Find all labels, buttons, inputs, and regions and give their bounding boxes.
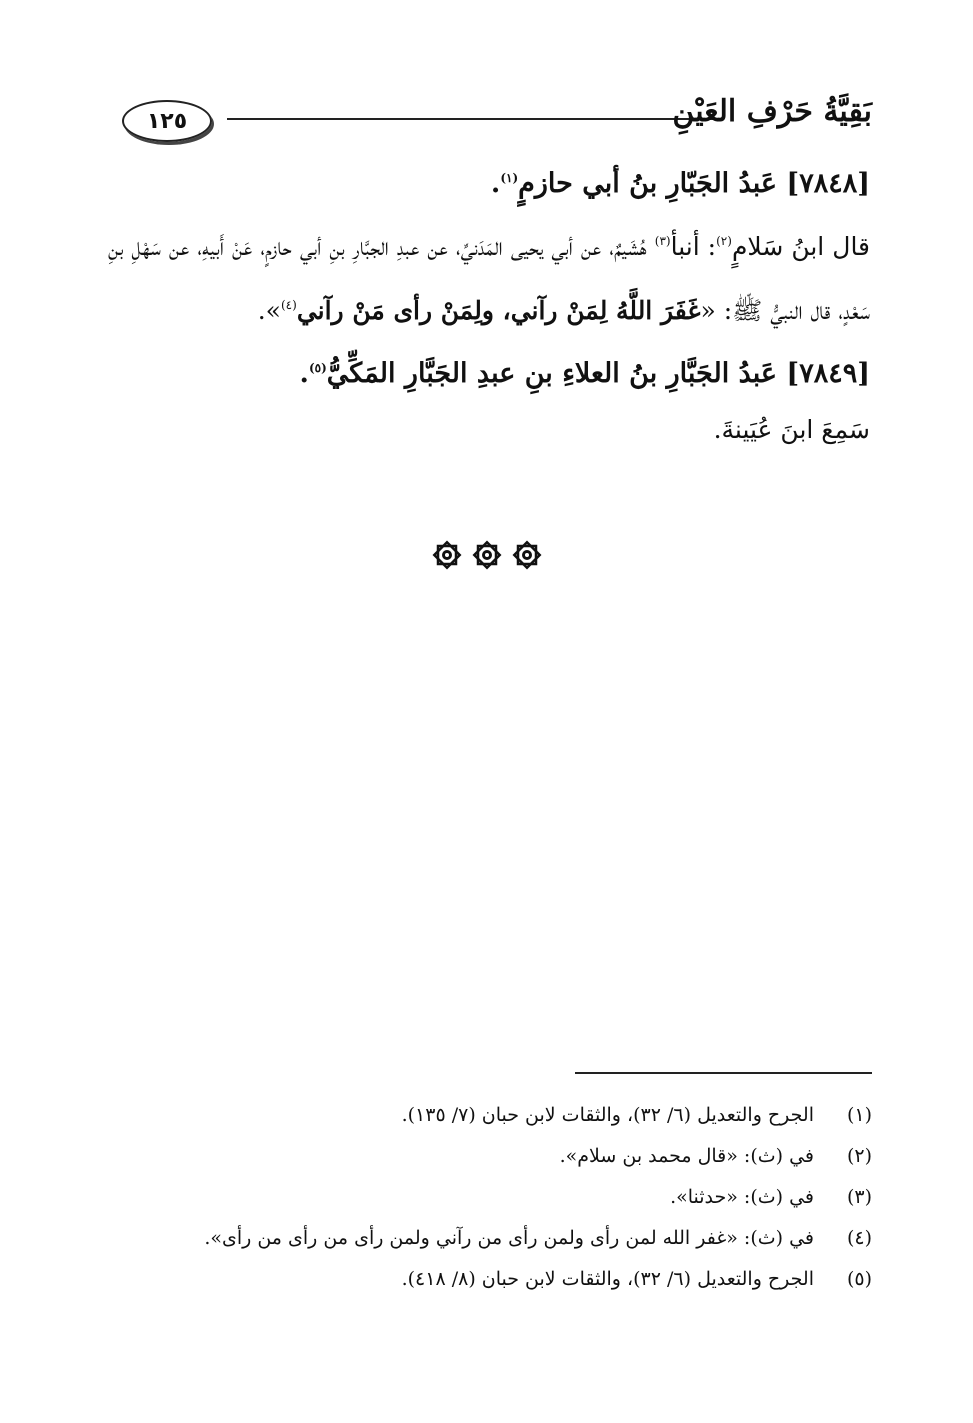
ornament-icon — [432, 540, 462, 570]
footnote-text: الجرح والتعديل (٦/ ٣٢)، والثقات لابن حبان (٧/ ١٣٥). — [401, 1104, 814, 1126]
entry-heading-text: [٧٨٤٨] عَبدُ الجَبّارِ بنُ أبي حازمٍ — [518, 168, 870, 199]
ornament-icon — [472, 540, 502, 570]
footnote-item — [150, 1218, 872, 1259]
entry-heading-7848: [٧٨٤٨] عَبدُ الجَبّارِ بنُ أبي حازمٍ$^{(١)}$. — [490, 168, 870, 199]
footnote-text: في (ث): «حدثنا». — [670, 1186, 814, 1208]
footnote-ref[interactable]: (٢) — [716, 234, 732, 248]
footnote-item — [150, 1177, 872, 1218]
page-number-badge: ١٢٥ — [122, 100, 212, 142]
para-text: هُشَيمٌ، عن أبي يحيى المَدَنيِّ، عن عبدِ الجبَّارِ بنِ أبي حازمٍ، عَنْ أَبيهِ، عن سَهْلِ بنِ سَعْدٍ، قال النبيُّ ﷺ: « — [108, 232, 870, 325]
footnote-number: (٤) — [846, 1227, 872, 1249]
footnote-item — [150, 1095, 872, 1136]
footnote-ref[interactable]: (٣) — [654, 234, 671, 248]
footnote-ref[interactable]: (١) — [500, 171, 519, 185]
footnote-ref[interactable]: (٤) — [280, 298, 297, 312]
footnote-number: (٣) — [846, 1186, 872, 1208]
para-text: قال ابنُ سَلامٍ — [731, 232, 871, 261]
page-header — [112, 88, 872, 148]
hadith-quote: غَفَرَ اللَّهُ لِمَنْ رآني، ولِمَنْ رأى مَنْ رآني — [296, 296, 701, 325]
footnote-text: في (ث): «غفر الله لمن رأى ولمن رأى من رآني ولمن رأى من رأى من رأى». — [204, 1227, 814, 1249]
footnote-ref[interactable]: (٥) — [308, 361, 327, 375]
footnote-item — [150, 1136, 872, 1177]
ornament-icon — [512, 540, 542, 570]
section-ornaments — [0, 540, 973, 570]
footnotes — [150, 1095, 872, 1300]
header-rule — [227, 118, 715, 120]
footnote-number: (٢) — [846, 1145, 872, 1167]
para-text: ». — [257, 296, 281, 325]
entry-text: سَمِعَ ابنَ عُيَينةَ. — [713, 415, 870, 444]
main-text — [108, 150, 870, 458]
entry-heading-text: [٧٨٤٩] عَبدُ الجَبَّارِ بنُ العلاءِ بنِ عبدِ الجَبَّارِ المَكِّيُّ — [326, 358, 870, 389]
entry-paragraph — [108, 212, 870, 340]
footnote-item — [150, 1259, 872, 1300]
entry-heading-7849: [٧٨٤٩] عَبدُ الجَبَّارِ بنُ العلاءِ بنِ عبدِ الجَبَّارِ المَكِّيُّ$^{(٥)}$. — [299, 358, 870, 389]
footnote-text: الجرح والتعديل (٦/ ٣٢)، والثقات لابن حبان (٨/ ٤١٨). — [401, 1268, 814, 1290]
footnote-number: (٥) — [846, 1268, 872, 1290]
running-title: بَقِيَّةُ حَرْفِ العَيْنِ — [672, 94, 872, 129]
footnote-text: في (ث): «قال محمد بن سلام». — [559, 1145, 814, 1167]
para-text: : أنبأ — [670, 232, 717, 261]
footnote-number: (١) — [846, 1104, 872, 1126]
footnote-rule — [575, 1072, 872, 1074]
